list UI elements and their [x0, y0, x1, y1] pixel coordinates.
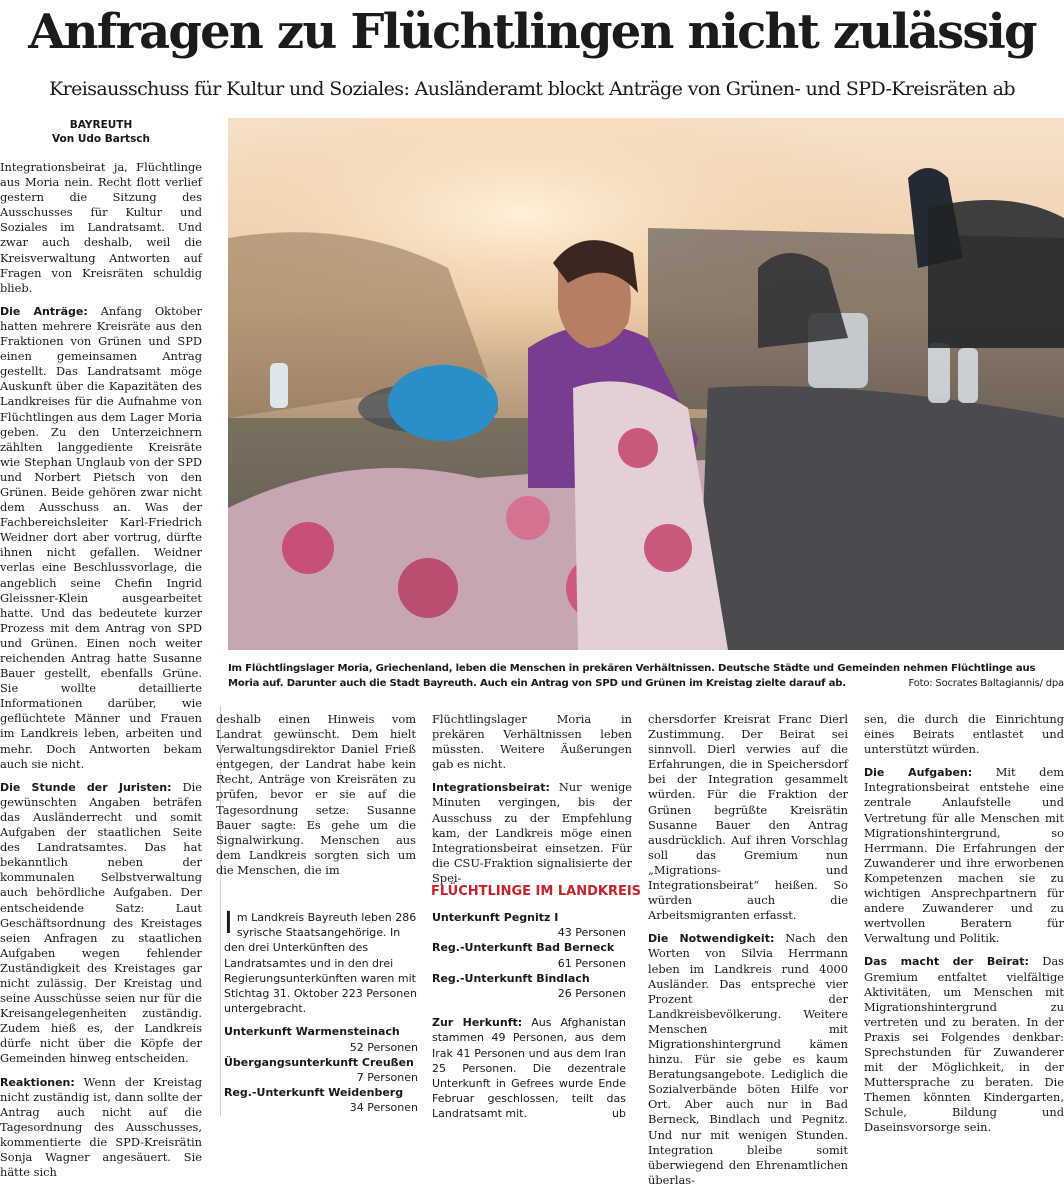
paragraph: Die Anträge: Anfang Oktober hatten mehrere Kreisräte aus den Fraktionen von Grünen und SPD einen gemeinsamen Antrag gestellt. Das Landratsamt möge Auskunft über die Kapazitäten des Landkreises für die Aufnahme von Flüchtlingen aus dem Lager Moria geben. Zu den Unterzeichnern zählten langgediente Kreisräte wie Stephan Unglaub von der SPD und Norbert Pietsch von den Grünen. Beide gehören zwar nicht dem Ausschuss an. Was der Fachbereichsleiter Karl-Friedrich Weidner dort aber vortrug, dürfte ihnen nicht gefallen. Weidner verlas eine Beschlussvorlage, die angeblich seine Chefin Ingrid Gleissner-Klein ausgearbeitet hatte. Und das bedeutete kurzer Prozess mit dem Antrag von SPD und Grünen. Einen noch weiter reichenden Antrag hatte Susanne Bauer gestellt, ebenfalls Grüne. Sie wollte detaillierte Informationen darüber, wie geflüchtete Männer und Frauen im Landkreis leben, arbeiten und mehr. Doch Antworten bekam auch sie nicht. [0, 303, 202, 771]
fact-label: Unterkunft Pegnitz I [432, 911, 559, 924]
infobox-intro: Im Landkreis Bayreuth leben 286 syrische Staatsangehörige. In den drei Unterkünften des Landratsamtes und in den drei Regierungsunterkünften waren mit Stichtag 31. Oktober 223 Personen untergebracht. [224, 906, 417, 1016]
article-column-5 [864, 712, 1064, 1135]
photo-caption: Im Flüchtlingslager Moria, Griechenland, leben die Menschen in prekären Verhältnissen. Deutsche Städte und Gemeinden nehmen Flüchtlinge aus Moria auf. Darunter auch die Stadt Bayreuth. Auch ein Antrag von SPD und Grünen im Kreistag zielte darauf ab. Foto: Socrates Baltagiannis/ dpa [228, 662, 1064, 691]
fact-value: 61 Personen [557, 956, 626, 970]
lead-in: Die Notwendigkeit: [648, 932, 775, 946]
paragraph: Die Aufgaben: Mit dem Integrationsbeirat entstehe eine zentrale Anlaufstelle und Vertretung für alle Menschen mit Migrationshintergrund, so Herrmann. Die Erfahrungen der Zuwanderer und ihre erworbenen Kompetenzen machen sie zu wichtigen Ansprechpartnern für andere Zuwanderer und zu wertvollen Beratern für Verwaltung und Politik. [864, 765, 1064, 946]
paragraph: Integrationsbeirat: Nur wenige Minuten vergingen, bis der Ausschuss zu der Empfehlung kam, der Landkreis möge einen Integrationsbeirat einsetzen. Für die CSU-Fraktion signalisierte der Spei- [432, 780, 632, 885]
fact-value: 52 Personen [349, 1040, 418, 1054]
infobox-origin: Zur Herkunft: Aus Afghanistan stammen 49 Personen, aus dem Irak 41 Personen und aus dem Iran 25 Personen. Die dezentrale Unterkunft in Gefrees wurde Ende Februar geschlossen, teilt das Landratsamt mit. ub [432, 1016, 626, 1121]
subheadline: Kreisausschuss für Kultur und Soziales: Ausländeramt blockt Anträge von Grünen- und SPD-Kreisräten ab [49, 78, 1015, 100]
fact-label: Reg.-Unterkunft Weidenberg [224, 1086, 404, 1100]
lead-in: Die Stunde der Juristen: [0, 780, 172, 794]
article-column-3 [432, 712, 632, 885]
headline: Anfragen zu Flüchtlingen nicht zulässig [28, 4, 1036, 60]
fact-label: Unterkunft Warmensteinach [224, 1025, 400, 1039]
dateline: BAYREUTH [69, 119, 133, 131]
paragraph: Die Stunde der Juristen: Die gewünschten Angaben beträfen das Ausländerrecht und somit Aufgaben der staatlichen Seite des Landratsamtes. Das hat bekanntlich neben der kommunalen Selbstverwaltung auch behördliche Aufgaben. Der entscheidende Satz: Laut Geschäftsordnung des Kreistages seien Anfragen zu staatlichen Aufgaben wegen fehlender Zuständigkeit des Kreistages gar nicht zulässig. Der Kreistag und seine Ausschüsse seien nur für die Kreisangelegenheiten zuständig. Zudem hieß es, der Landkreis dürfe nicht über die Köpfe der Gemeinden hinweg entscheiden. [0, 779, 203, 1066]
infobox-left [224, 906, 418, 1116]
fact-value: 26 Personen [557, 987, 626, 1001]
fact-value: 34 Personen [349, 1101, 418, 1115]
fact-value: 7 Personen [356, 1071, 418, 1085]
fact-value: 43 Personen [557, 926, 626, 940]
paragraph: Flüchtlingslager Moria in prekären Verhältnissen leben müssten. Weitere Äußerungen gab es nicht. [432, 712, 632, 772]
lead-in: Zur Herkunft: [432, 1016, 523, 1030]
paragraph: Die Notwendigkeit: Nach den Worten von Silvia Herrmann leben im Landkreis rund 4000 Ausländer. Das entspreche vier Prozent der Landkreisbevölkerung. Weitere Menschen mit Migrationshintergrund kämen hinzu. Für sie gebe es kaum Beratungsangebote. Lediglich die Sozialverbände böten Hilfe vor Ort. Aber auch nur in Bad Berneck, Bindlach und Pegnitz. Und nur mit wenigen Stunden. Integration bleibe somit überwiegend den Ehrenamtlichen überlas- [648, 931, 849, 1187]
lead-in: Die Anträge: [0, 304, 88, 318]
photo-illustration [228, 118, 1064, 650]
paragraph: Das macht der Beirat: Das Gremium entfaltet vielfältige Aktivitäten, um Menschen mit Migrationshintergrund zu vertreten und zu beraten. In der Praxis sei Folgendes denkbar: Sprechstunden für Zuwanderer mit der Möglichkeit, in der Muttersprache zu beraten. Die Themen könnten Kindergarten, Schule, Bildung und Daseinsvorsorge sein. [864, 954, 1064, 1135]
paragraph: Reaktionen: Wenn der Kreistag nicht zuständig ist, dann sollte der Antrag auch nicht auf die Tagesordnung des Ausschusses, kommentierte die SPD-Kreisrätin Sonja Wagner angesäuert. Sie hätte sich [0, 1074, 202, 1180]
lead-in: Die Aufgaben: [864, 766, 973, 780]
article-column-4 [648, 712, 849, 1187]
news-photo [228, 118, 1064, 650]
lead-in: Integrationsbeirat: [432, 781, 550, 795]
byline: Von Udo Bartsch [51, 133, 151, 145]
fact-label: Übergangsunterkunft Creußen [224, 1055, 414, 1069]
paragraph: Integrationsbeirat ja, Flüchtlinge aus Moria nein. Recht flott verlief gestern die Sitzung des Ausschusses für Kultur und Soziales im Landratsamt. Und zwar auch deshalb, weil die Kreisverwaltung Antworten auf Fragen von Kreisräten schuldig blieb. [0, 160, 202, 295]
infobox-title: FLÜCHTLINGE IM LANDKREIS [430, 884, 642, 899]
fact-label: Reg.-Unterkunft Bad Berneck [432, 941, 615, 955]
lead-in: Reaktionen: [0, 1075, 75, 1089]
paragraph: sen, die durch die Einrichtung eines Beirats entlastet und unterstützt würden. [864, 712, 1064, 757]
photo-credit: Foto: Socrates Baltagiannis/ dpa [908, 677, 1064, 689]
lead-in: Das macht der Beirat: [864, 955, 1029, 969]
author-initials: ub [612, 1107, 626, 1121]
fact-label: Reg.-Unterkunft Bindlach [432, 971, 590, 985]
paragraph: chersdorfer Kreisrat Franc Dierl Zustimmung. Der Beirat sei sinnvoll. Dierl verwies auf die Erfahrungen, die in Speichersdorf bei der Integration gesammelt würden. Für die Fraktion der Grünen begrüßte Kreisrätin Susanne Bauer den Antrag ausdrücklich. Auf ihren Vorschlag soll das Gremium nun „Migrations- und Integrationsbeirat“ heißen. So würden auch die Arbeitsmigranten erfasst. [648, 712, 848, 923]
infobox-right [432, 910, 626, 1122]
article-column-2 [216, 712, 416, 877]
dropcap: I [224, 906, 233, 941]
article-column-1 [0, 118, 203, 1180]
paragraph: deshalb einen Hinweis vom Landrat gewünscht. Dem hielt Verwaltungsdirektor Daniel Frieß entgegen, der Landrat habe kein Recht, Anträge von Kreisräten zu prüfen, bevor er sie auf die Tagesordnung setze. Susanne Bauer sagte: Es gehe um die Signalwirkung. Menschen aus dem Landkreis sorgten sich um die Menschen, die im [216, 712, 416, 877]
